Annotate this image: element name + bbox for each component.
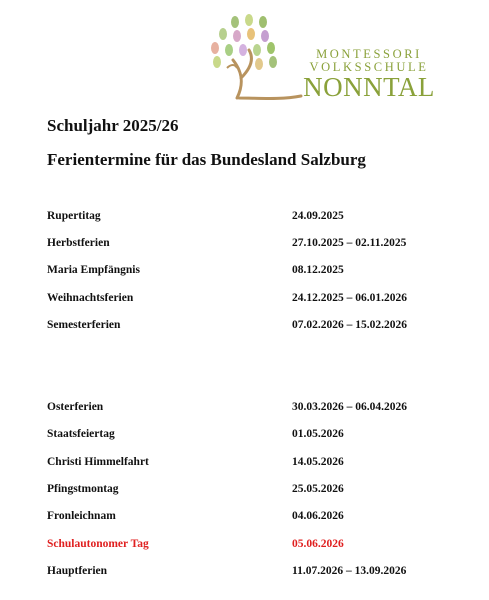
holiday-date: 08.12.2025 (292, 264, 344, 276)
holiday-row (47, 456, 477, 472)
holiday-date: 11.07.2026 – 13.09.2026 (292, 565, 407, 577)
holiday-row (47, 292, 477, 308)
holiday-date: 14.05.2026 (292, 456, 344, 468)
holiday-name: Fronleichnam (47, 510, 116, 522)
holiday-row (47, 237, 477, 253)
holiday-date: 05.06.2026 (292, 538, 344, 550)
holiday-date: 25.05.2026 (292, 483, 344, 495)
holiday-name: Semesterferien (47, 319, 121, 331)
holiday-row (47, 264, 477, 280)
holiday-name: Herbstferien (47, 237, 110, 249)
holiday-date: 30.03.2026 – 06.04.2026 (292, 401, 407, 413)
holiday-row (47, 319, 477, 335)
holiday-date: 27.10.2025 – 02.11.2025 (292, 237, 407, 249)
holiday-name: Christi Himmelfahrt (47, 456, 149, 468)
holiday-date: 24.09.2025 (292, 210, 344, 222)
holiday-date: 04.06.2026 (292, 510, 344, 522)
holiday-row (47, 538, 477, 554)
logo-line-1: MONTESSORI (316, 47, 422, 61)
holidays-subtitle: Ferientermine für das Bundesland Salzburg (47, 150, 366, 169)
holiday-name: Maria Empfängnis (47, 264, 140, 276)
holiday-row (47, 428, 477, 444)
holiday-row (47, 483, 477, 499)
holiday-name: Pfingstmontag (47, 483, 119, 495)
logo-line-3: NONNTAL (303, 72, 435, 102)
school-logo (197, 12, 447, 104)
holiday-name: Osterferien (47, 401, 104, 413)
holiday-row (47, 565, 477, 581)
holiday-row (47, 210, 477, 226)
holiday-name: Weihnachtsferien (47, 292, 134, 304)
holiday-row (47, 401, 477, 417)
holiday-name: Staatsfeiertag (47, 428, 115, 440)
holiday-date: 24.12.2025 – 06.01.2026 (292, 292, 407, 304)
holiday-name: Rupertitag (47, 210, 101, 222)
holiday-name: Hauptferien (47, 565, 108, 577)
school-year-heading: Schuljahr 2025/26 (47, 116, 179, 135)
holiday-date: 07.02.2026 – 15.02.2026 (292, 319, 407, 331)
logo-line-2: VOLKSSCHULE (309, 60, 429, 74)
holiday-name: Schulautonomer Tag (47, 538, 149, 550)
holiday-date: 01.05.2026 (292, 428, 344, 440)
logo-wordmark (299, 48, 439, 100)
holiday-row (47, 510, 477, 526)
tree-icon (197, 12, 307, 104)
